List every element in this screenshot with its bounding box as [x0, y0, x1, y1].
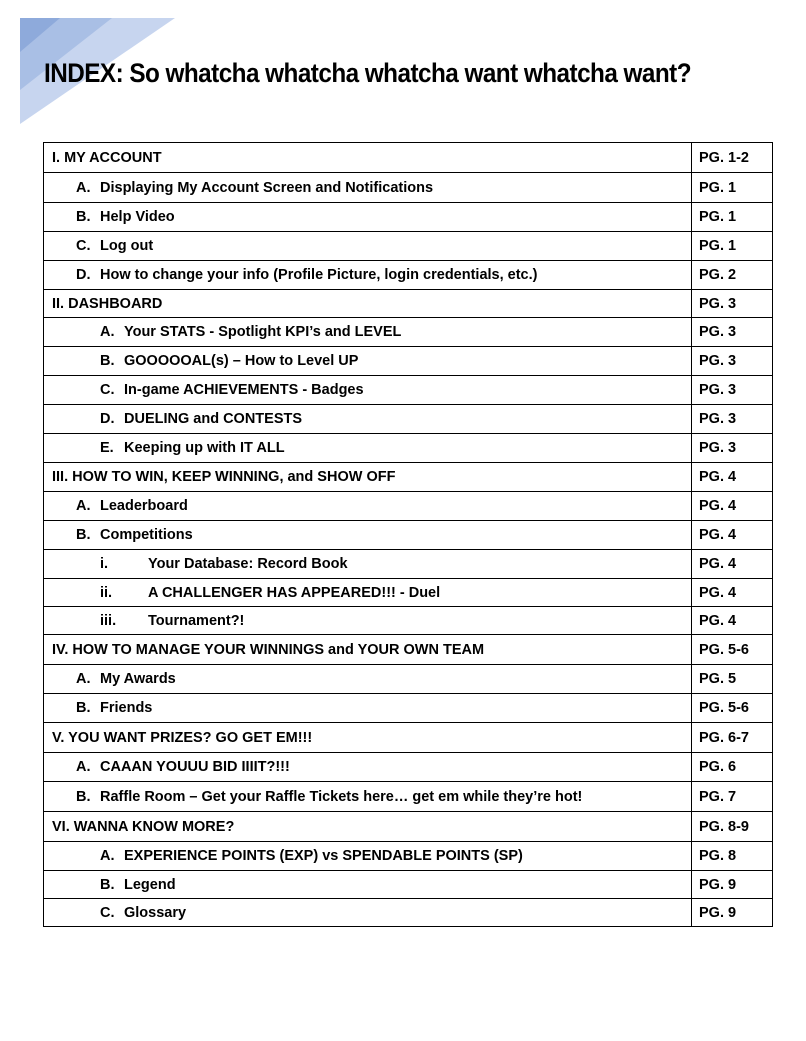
- index-row: [44, 694, 773, 723]
- page-number: PG. 4: [692, 492, 773, 521]
- page-number: PG. 5-6: [692, 635, 773, 665]
- page-number: PG. 3: [692, 376, 773, 405]
- entry-cell: [44, 694, 692, 723]
- entry-cell: [44, 143, 692, 173]
- index-row: [44, 290, 773, 318]
- entry-label: Help Video: [100, 209, 175, 225]
- entry-label: Glossary: [124, 904, 187, 921]
- entry-marker: A.: [76, 179, 91, 196]
- page-number: PG. 5-6: [692, 694, 773, 723]
- entry-label: Your STATS - Spotlight KPI’s and LEVEL: [124, 324, 402, 340]
- page-number: PG. 6: [692, 753, 773, 782]
- entry-marker: A.: [100, 324, 115, 340]
- entry-marker: A.: [76, 759, 91, 775]
- page-number: PG. 4: [692, 550, 773, 579]
- entry-marker: B.: [76, 788, 91, 805]
- index-row: [44, 173, 773, 203]
- entry-cell: [44, 318, 692, 347]
- entry-cell: [44, 434, 692, 463]
- index-row: [44, 232, 773, 261]
- entry-label: Friends: [100, 700, 153, 716]
- entry-cell: [44, 290, 692, 318]
- page-number: PG. 1: [692, 173, 773, 203]
- entry-cell: [44, 521, 692, 550]
- index-row: [44, 607, 773, 635]
- page-number: PG. 1: [692, 232, 773, 261]
- entry-label: Raffle Room – Get your Raffle Tickets here… get em while they’re hot!: [100, 788, 583, 805]
- page-number: PG. 5: [692, 665, 773, 694]
- entry-marker: C.: [100, 904, 115, 921]
- entry-marker: D.: [100, 411, 115, 427]
- page-title: INDEX: So whatcha whatcha whatcha want whatcha want?: [44, 58, 692, 88]
- index-row: [44, 665, 773, 694]
- entry-cell: [44, 579, 692, 607]
- entry-marker: C.: [100, 382, 115, 398]
- entry-marker: A.: [76, 671, 91, 687]
- entry-label: II. DASHBOARD: [52, 295, 163, 312]
- page-number: PG. 8-9: [692, 812, 773, 842]
- index-row: [44, 753, 773, 782]
- page-number: PG. 7: [692, 782, 773, 812]
- page-number: PG. 1-2: [692, 143, 773, 173]
- entry-marker: B.: [100, 353, 115, 369]
- entry-cell: [44, 376, 692, 405]
- page-number: PG. 3: [692, 347, 773, 376]
- index-row: [44, 723, 773, 753]
- index-row: [44, 579, 773, 607]
- entry-marker: iii.: [100, 612, 117, 629]
- index-row: [44, 143, 773, 173]
- page-number: PG. 8: [692, 842, 773, 871]
- index-row: [44, 812, 773, 842]
- entry-cell: [44, 607, 692, 635]
- entry-label: GOOOOOAL(s) – How to Level UP: [124, 353, 359, 369]
- index-row: [44, 405, 773, 434]
- page-number: PG. 4: [692, 579, 773, 607]
- entry-label: Leaderboard: [100, 498, 188, 514]
- index-table: [43, 142, 773, 927]
- entry-label: V. YOU WANT PRIZES? GO GET EM!!!: [52, 729, 313, 746]
- entry-label: DUELING and CONTESTS: [124, 411, 303, 427]
- entry-label: CAAAN YOUUU BID IIIIT?!!!: [100, 759, 290, 775]
- entry-label: Log out: [100, 238, 154, 254]
- entry-label: Tournament?!: [148, 612, 245, 629]
- entry-marker: B.: [100, 876, 115, 893]
- entry-marker: ii.: [100, 584, 113, 601]
- page-number: PG. 4: [692, 607, 773, 635]
- entry-cell: [44, 232, 692, 261]
- index-row: [44, 347, 773, 376]
- page-number: PG. 4: [692, 463, 773, 492]
- entry-cell: [44, 842, 692, 871]
- index-row: [44, 492, 773, 521]
- entry-cell: [44, 782, 692, 812]
- entry-label: IV. HOW TO MANAGE YOUR WINNINGS and YOUR OWN TEAM: [52, 641, 485, 658]
- page-number: PG. 2: [692, 261, 773, 290]
- entry-marker: i.: [100, 556, 109, 572]
- entry-marker: B.: [76, 209, 91, 225]
- index-row: [44, 434, 773, 463]
- entry-label: Keeping up with IT ALL: [124, 440, 285, 456]
- page-number: PG. 3: [692, 318, 773, 347]
- entry-cell: [44, 665, 692, 694]
- entry-marker: D.: [76, 267, 91, 283]
- entry-label: A CHALLENGER HAS APPEARED!!! - Duel: [148, 584, 441, 601]
- entry-cell: [44, 347, 692, 376]
- index-row: [44, 635, 773, 665]
- page-number: PG. 3: [692, 405, 773, 434]
- entry-label: Displaying My Account Screen and Notifications: [100, 179, 434, 196]
- entry-cell: [44, 753, 692, 782]
- entry-label: How to change your info (Profile Picture, login credentials, etc.): [100, 267, 538, 283]
- entry-label: Legend: [124, 876, 176, 893]
- entry-label: Your Database: Record Book: [148, 556, 348, 572]
- page-number: PG. 9: [692, 871, 773, 899]
- entry-label: III. HOW TO WIN, KEEP WINNING, and SHOW OFF: [52, 469, 396, 485]
- index-row: [44, 899, 773, 927]
- entry-marker: B.: [76, 700, 91, 716]
- index-row: [44, 842, 773, 871]
- entry-cell: [44, 812, 692, 842]
- entry-marker: E.: [100, 440, 114, 456]
- entry-cell: [44, 203, 692, 232]
- index-row: [44, 376, 773, 405]
- entry-cell: [44, 492, 692, 521]
- page-number: PG. 1: [692, 203, 773, 232]
- entry-marker: C.: [76, 238, 91, 254]
- page-number: PG. 3: [692, 434, 773, 463]
- entry-cell: [44, 871, 692, 899]
- entry-cell: [44, 550, 692, 579]
- page-number: PG. 4: [692, 521, 773, 550]
- index-row: [44, 871, 773, 899]
- entry-cell: [44, 463, 692, 492]
- entry-label: Competitions: [100, 527, 193, 543]
- entry-label: I. MY ACCOUNT: [52, 149, 162, 166]
- page-number: PG. 3: [692, 290, 773, 318]
- page-number: PG. 6-7: [692, 723, 773, 753]
- index-row: [44, 463, 773, 492]
- index-row: [44, 550, 773, 579]
- entry-label: EXPERIENCE POINTS (EXP) vs SPENDABLE POINTS (SP): [124, 848, 523, 864]
- entry-label: VI. WANNA KNOW MORE?: [52, 818, 235, 835]
- entry-marker: B.: [76, 527, 91, 543]
- entry-cell: [44, 899, 692, 927]
- entry-cell: [44, 405, 692, 434]
- index-row: [44, 318, 773, 347]
- entry-label: My Awards: [100, 671, 176, 687]
- entry-marker: A.: [76, 498, 91, 514]
- entry-label: In-game ACHIEVEMENTS - Badges: [124, 382, 364, 398]
- index-row: [44, 521, 773, 550]
- entry-cell: [44, 173, 692, 203]
- entry-cell: [44, 723, 692, 753]
- entry-cell: [44, 635, 692, 665]
- entry-marker: A.: [100, 848, 115, 864]
- index-row: [44, 203, 773, 232]
- index-row: [44, 782, 773, 812]
- entry-cell: [44, 261, 692, 290]
- index-row: [44, 261, 773, 290]
- page-number: PG. 9: [692, 899, 773, 927]
